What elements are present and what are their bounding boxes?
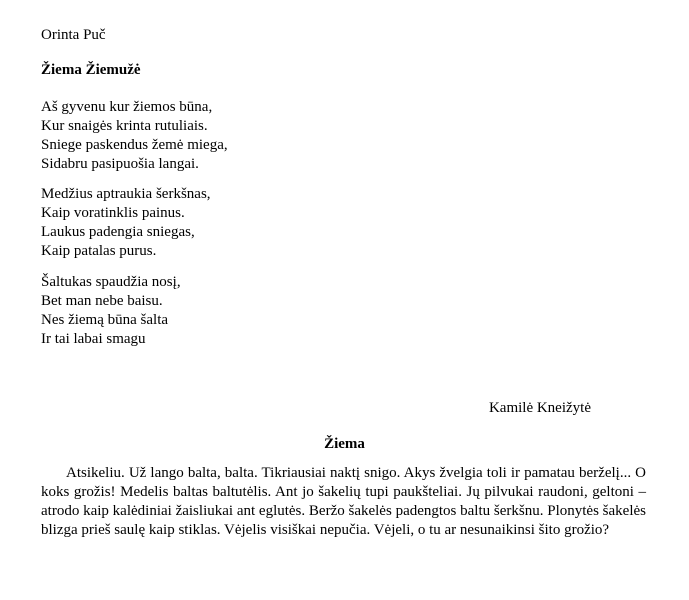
poem-line: Ir tai labai smagu — [41, 331, 146, 347]
poem-line: Laukus padengia sniegas, — [41, 224, 195, 240]
poem-title: Žiema Žiemužė — [41, 62, 141, 78]
poem-line: Kaip patalas purus. — [41, 243, 157, 259]
poem-author: Orinta Puč — [41, 27, 106, 43]
poem-stanza-2 — [41, 185, 211, 261]
poem-line: Sniege paskendus žemė miega, — [41, 137, 228, 153]
poem-stanza-1 — [41, 98, 228, 174]
poem-line: Nes žiemą būna šalta — [41, 312, 169, 328]
poem-line: Sidabru pasipuošia langai. — [41, 156, 199, 172]
poem-line: Aš gyvenu kur žiemos būna, — [41, 99, 213, 115]
poem-line: Kaip voratinklis painus. — [41, 205, 185, 221]
poem-line: Bet man nebe baisu. — [41, 293, 163, 309]
poem-line: Šaltukas spaudžia nosį, — [41, 274, 181, 290]
story-author: Kamilė Kneižytė — [488, 400, 591, 416]
story-title: Žiema — [324, 436, 365, 452]
poem-line: Medžius aptraukia šerkšnas, — [41, 186, 211, 202]
poem-stanza-3 — [41, 273, 181, 349]
story-paragraph: Atsikeliu. Už lango balta, balta. Tikriausiai naktį snigo. Akys žvelgia toli ir pamatau berželį... O koks grožis! Medelis baltas baltutėlis. Ant jo šakelių tupi paukšteliai. Jų pilvukai raudoni, geltoni – atrodo kaip kalėdiniai žaisliukai ant eglutės. Beržo šakelės padengtos baltu šerkšnu. Plonytės šakelės blizga prieš saulę kaip stiklas. Vėjelis visiškai nepučia. Vėjeli, o tu ar nesunaikinsi šito grožio? — [41, 465, 646, 538]
poem-line: Kur snaigės krinta rutuliais. — [41, 118, 208, 134]
